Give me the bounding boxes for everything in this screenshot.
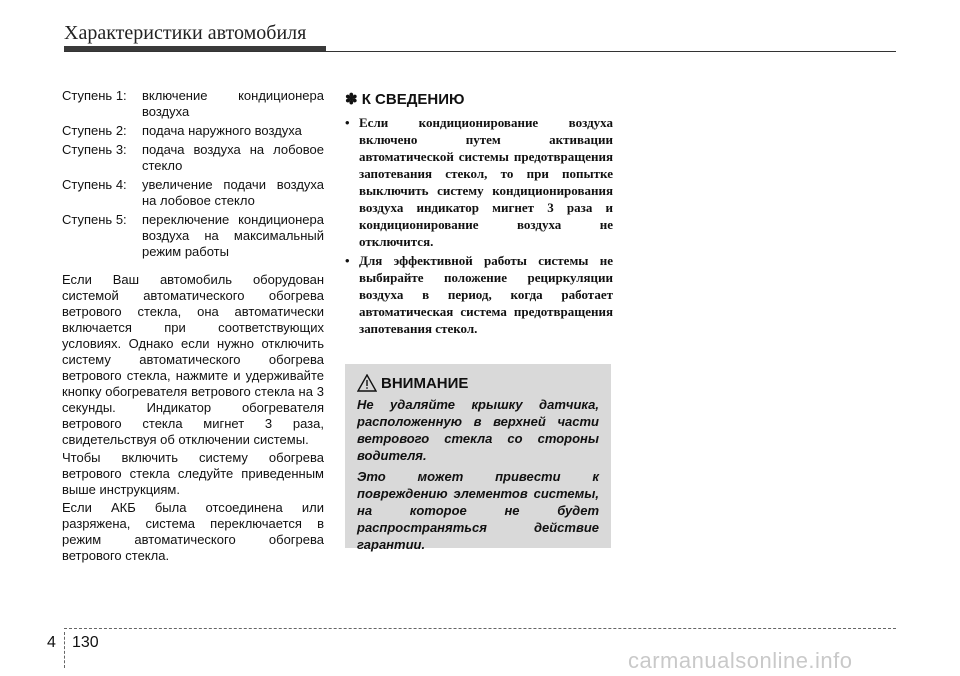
- watermark: carmanualsonline.info: [628, 648, 853, 673]
- warning-title: ВНИМАНИЕ: [381, 374, 469, 392]
- header-rule: [64, 51, 896, 52]
- note-bullet: [345, 252, 613, 337]
- note-title: ✽ К СВЕДЕНИЮ: [345, 91, 465, 108]
- step-text: включение кондиционера воздуха: [142, 88, 324, 119]
- page-number: 130: [72, 634, 99, 651]
- step-text: переключение кондиционера воздуха на максимальный режим работы: [142, 212, 324, 259]
- step-label: Ступень 4:: [62, 177, 127, 192]
- chapter-number: 4: [47, 634, 56, 651]
- bullet-dot-icon: •: [345, 115, 350, 130]
- left-column: [62, 88, 324, 564]
- warning-header: [357, 374, 599, 392]
- step-label: Ступень 1:: [62, 88, 127, 103]
- body-paragraph: Чтобы включить систему обогрева ветрового стекла следуйте приведенным выше инструкциям.: [62, 450, 324, 497]
- step-label: Ступень 5:: [62, 212, 127, 227]
- warning-paragraph: Это может привести к повреждению элементов системы, на которое не будет распространяться действие гарантии.: [357, 469, 599, 552]
- page-title: Характеристики автомобиля: [64, 22, 307, 44]
- warning-paragraph: Не удаляйте крышку датчика, расположенную в верхней части ветрового стекла со стороны водителя.: [357, 397, 599, 463]
- step-text: увеличение подачи воздуха на лобовое стекло: [142, 177, 324, 208]
- note-bullet: [345, 114, 613, 250]
- footer-rule: [64, 628, 896, 629]
- note-bullet-text: Если кондиционирование воздуха включено путем активации автоматической системы предотвращения запотевания стекол, то при попытке выключить систему кондиционирования воздуха индикатор мигнет 3 раза и кондиционирование воздуха не отключится.: [359, 115, 613, 249]
- step-label: Ступень 3:: [62, 142, 127, 157]
- step-item: [62, 123, 324, 139]
- note-bullet-text: Для эффективной работы системы не выбирайте положение рециркуляции воздуха в период, когда работает автоматическая система предотвращения запотевания стекол.: [359, 253, 613, 336]
- step-text: подача воздуха на лобовое стекло: [142, 142, 324, 173]
- body-paragraph: Если АКБ была отсоединена или разряжена, система переключается в режим автоматического обогрева ветрового стекла.: [62, 500, 324, 563]
- bullet-dot-icon: •: [345, 253, 350, 268]
- note-section: [345, 90, 613, 339]
- body-paragraph: Если Ваш автомобиль оборудован системой автоматического обогрева ветрового стекла, она автоматически включается при соответствующих условиях. Однако если нужно отключить систему автоматического обогрева ветрового стекла, нажмите и удерживайте кнопку обогревателя ветрового стекла на 3 секунды. Индикатор обогревателя ветрового стекла мигнет 3 раза, свидетельствуя об отключении системы.: [62, 272, 324, 447]
- footer-divider: [64, 632, 65, 668]
- step-item: [62, 88, 324, 120]
- step-text: подача наружного воздуха: [142, 123, 302, 138]
- step-item: [62, 142, 324, 174]
- step-label: Ступень 2:: [62, 123, 127, 138]
- warning-triangle-icon: [357, 374, 377, 392]
- step-item: [62, 177, 324, 209]
- warning-box: [345, 364, 611, 552]
- step-item: [62, 212, 324, 260]
